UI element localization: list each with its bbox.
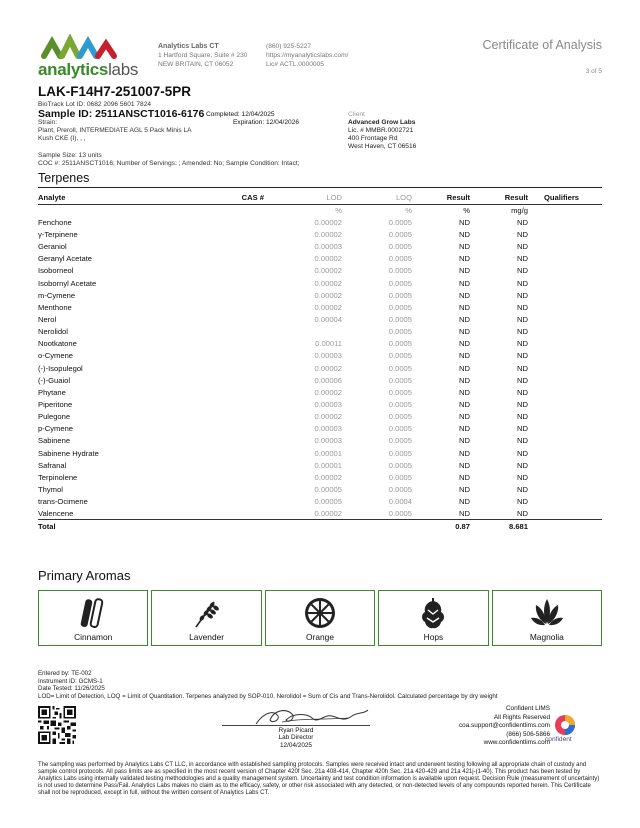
table-row: Menthone 0.00002 0.0005 ND ND (38, 302, 528, 312)
table-row: (-)-Isopulegol 0.00002 0.0005 ND ND (38, 363, 528, 373)
table-row: Sabinene Hydrate 0.00001 0.0005 ND ND (38, 448, 528, 458)
lab-phone: (860) 925-5227 (266, 43, 312, 50)
lab-website[interactable]: https://myanalyticslabs.com/ (266, 52, 349, 59)
table-row: Geraniol 0.00003 0.0005 ND ND (38, 242, 528, 252)
table-row: Terpinolene 0.00002 0.0005 ND ND (38, 472, 528, 482)
sample-size-coc: Sample Size: 13 units COC #: 2511ANSCT1016; Number of Servings: ; Amended: No; Sample Condition: Intact; (38, 152, 300, 167)
table-row: (-)-Guaiol 0.00006 0.0005 ND ND (38, 375, 528, 385)
table-units-row: % % % mg/g (335, 205, 528, 215)
cinnamon-icon (78, 596, 108, 630)
aroma-card: Hops (378, 590, 488, 646)
client-info: Client Advanced Grow Labs Lic. # MMBR.0002721 400 Frontage Rd West Haven, CT 06516 (348, 111, 417, 150)
table-row: Fenchone 0.00002 0.0005 ND ND (38, 217, 528, 227)
table-row: Isoborneol 0.00002 0.0005 ND ND (38, 266, 528, 276)
sample-details: Strain: Plant, Preroll, INTERMEDIATE AGL 5 Pack Minis LA Kush CKE (I), , , (38, 119, 192, 142)
table-row: Nerolidol 0.0005 ND ND (38, 327, 528, 337)
biotrack-lot: BioTrack Lot ID: 0682 2096 5601 7824 (38, 101, 152, 108)
aroma-card: Lavender (151, 590, 261, 646)
signature-line (222, 725, 370, 726)
confident-wordmark: confident (545, 736, 572, 743)
table-row: Phytane 0.00002 0.0005 ND ND (38, 387, 528, 397)
aroma-card: Magnolia (492, 590, 602, 646)
magnolia-icon (529, 596, 565, 630)
sample-id: Sample ID: 2511ANSCT1016-6176 (38, 108, 205, 120)
confident-website[interactable]: www.confidentlims.com (483, 739, 550, 747)
table-row: Geranyl Acetate 0.00002 0.0005 ND ND (38, 254, 528, 264)
orange-icon (303, 596, 337, 630)
aroma-card: Cinnamon (38, 590, 148, 646)
hops-icon (416, 596, 450, 630)
page-number: 3 of 5 (585, 68, 602, 75)
sample-dates: Completed: 12/04/2025 Expiration: 12/04/2026 (206, 111, 299, 126)
lab-contact (266, 42, 348, 69)
document-title: Certificate of Analysis (482, 38, 602, 52)
table-row: Valencene 0.00002 0.0005 ND ND (38, 508, 528, 518)
support-email[interactable]: coa.support@confidentlims.com (458, 722, 550, 730)
table-row: Nootkatone 0.00011 0.0005 ND ND (38, 339, 528, 349)
sample-code: LAK-F14H7-251007-5PR (38, 84, 192, 99)
terpenes-table (38, 192, 602, 532)
lab-info: Analytics Labs CT 1 Hartford Square, Suite # 230 NEW BRITAIN, CT 06052 (158, 43, 248, 68)
aromas-list (38, 590, 602, 646)
terpenes-title: Terpenes (38, 171, 90, 185)
aromas-title: Primary Aromas (38, 568, 131, 583)
table-row: trans-Ocimene 0.00005 0.0004 ND ND (38, 497, 528, 507)
table-row: Nerol 0.00004 0.0005 ND ND (38, 314, 528, 324)
table-total-row: Total 0.87 8.681 (38, 520, 602, 532)
table-row: o-Cymene 0.00003 0.0005 ND ND (38, 351, 528, 361)
aroma-card: Orange (265, 590, 375, 646)
table-row: Safranal 0.00001 0.0005 ND ND (38, 460, 528, 470)
table-row: p-Cymene 0.00003 0.0005 ND ND (38, 424, 528, 434)
brand-wordmark: analyticslabs (38, 60, 139, 79)
confident-lims-info: Confident LIMS All Rights Reserved coa.support@confidentlims.com (866) 506-5866 www.confidentlims.com (458, 705, 550, 747)
confident-logo-icon (554, 714, 576, 736)
qr-code[interactable] (38, 706, 76, 744)
lavender-icon (190, 596, 224, 630)
table-header: Analyte CAS # LOD LOQ Result Result Qualifiers (38, 192, 602, 204)
table-row: Isobornyl Acetate 0.00002 0.0005 ND ND (38, 278, 528, 288)
lab-license: Lic# ACTL.0000005 (266, 61, 324, 68)
test-notes: Entered by: TE-002 Instrument ID: GCMS-1 Date Tested: 11/26/2025 LOD= Limit of Detection, LOQ = Limit of Quantitation. Terpenes analyzed by SOP-010. Nerolidol = Sum of Cis and Trans-Nerolidol. Calculated percentage by dry weight (38, 670, 498, 700)
table-row: Pulegone 0.00002 0.0005 ND ND (38, 412, 528, 422)
table-row: Sabinene 0.00003 0.0005 ND ND (38, 436, 528, 446)
section-divider (38, 187, 602, 188)
table-row: γ-Terpinene 0.00002 0.0005 ND ND (38, 229, 528, 239)
table-row: m-Cymene 0.00002 0.0005 ND ND (38, 290, 528, 300)
disclaimer: The sampling was performed by Analytics Labs CT LLC, in accordance with established sampling protocols. Samples were received intact and underwent testing following all appropriate chain of custody and sample control protocols. All pass limits are as specified in the most recent version of Chapter 420f Sec. 21a 408-414, Chapter 420h Sec. 21a 420-429 and 21a 421j-(1-40). This product has been tested by Analytics Labs using internally validated testing methodologies and a quality management system. Uncertainty and test condition information is available upon request. Decision Rule (measurement of uncertainty) is not used to determine Pass/Fail. Analytics Labs makes no claim as to the efficacy, safety, or other risk associated with any detected, or non-detected levels of any compounds reported herein. This Certificate shall not be reproduced, except in full, without the written consent of Analytics Labs CT. (38, 762, 600, 796)
table-row: Thymol 0.00005 0.0005 ND ND (38, 484, 528, 494)
table-row: Piperitone 0.00003 0.0005 ND ND (38, 399, 528, 409)
